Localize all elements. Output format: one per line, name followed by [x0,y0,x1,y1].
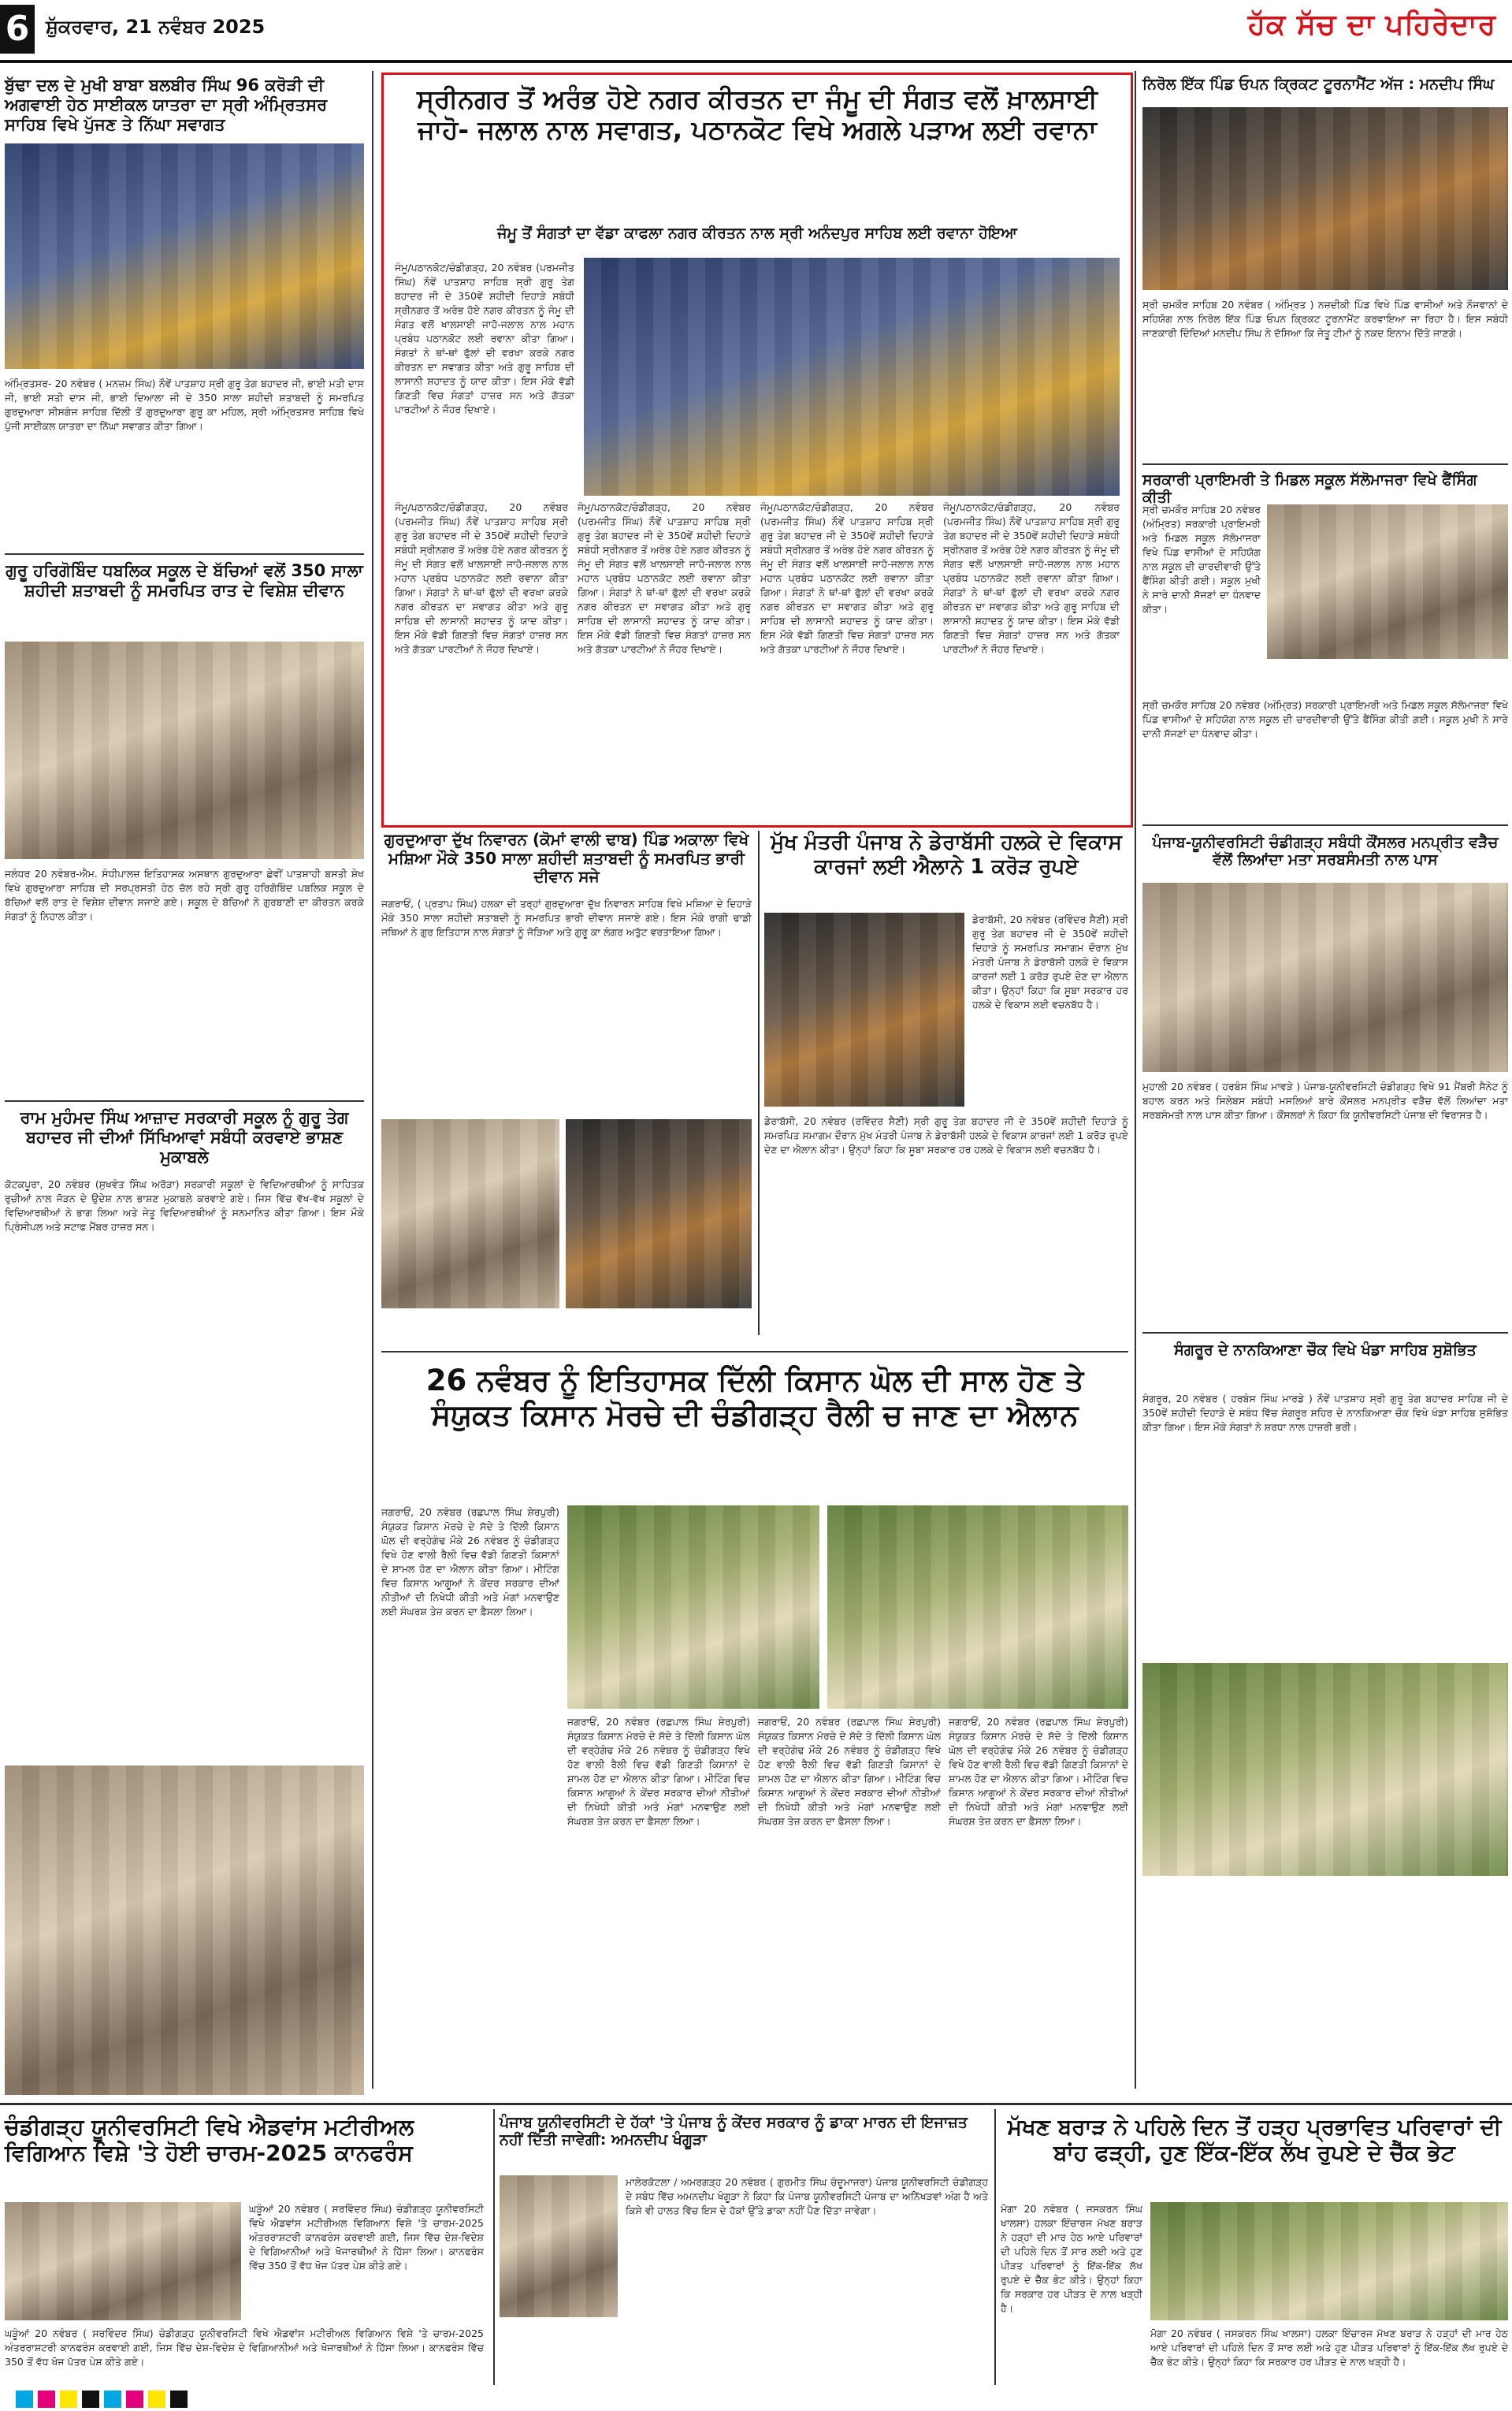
bottom-story-2 [500,2109,988,2385]
article-body: ਮਾਲੇਰਕੋਟਲਾ / ਅਮਰਗੜ੍ਹ 20 ਨਵੰਬਰ ( ਗੁਰਮੀਤ ਸਿੰਘ ਚੰਦੂਮਾਜਰਾ) ਪੰਜਾਬ ਯੂਨੀਵਰਸਿਟੀ ਚੰਡੀਗੜ੍ਹ ਦੇ ਸਬੰਧ ਵਿੱਚ ਅਮਨਦੀਪ ਖੰਗੂੜਾ ਨੇ ਕਿਹਾ ਕਿ ਪੰਜਾਬ ਯੂਨੀਵਰਸਿਟੀ ਪੰਜਾਬ ਦਾ ਅਨਿੱਖੜਵਾਂ ਅੰਗ ਹੈ ਅਤੇ ਕਿਸੇ ਵੀ ਹਾਲਤ ਵਿੱਚ ਇਸ ਦੇ ਹੱਕਾਂ ਉੱਤੇ ਡਾਕਾ ਨਹੀਂ ਪੈਣ ਦਿੱਤਾ ਜਾਵੇਗਾ। [626,2176,988,2216]
divider [381,1351,1128,1352]
registration-color-chip [170,2391,188,2408]
article-photo [381,1119,559,1308]
column-divider [994,2109,996,2385]
registration-color-chip [16,2391,33,2408]
divider [5,553,364,555]
article-headline: ਰਾਮ ਮੁਹੰਮਦ ਸਿੰਘ ਆਜ਼ਾਦ ਸਰਕਾਰੀ ਸਕੂਲ ਨੂੰ ਗੁਰੂ ਤੇਗ ਬਹਾਦਰ ਜੀ ਦੀਆਂ ਸਿੱਖਿਆਵਾਂ ਸਬੰਧੀ ਕਰਵਾਏ ਭਾਸ਼ਣ ਮੁਕਾਬਲੇ [20,1108,349,1166]
masthead: ਹੱਕ ਸੱਚ ਦਾ ਪਹਿਰੇਦਾਰ [1247,8,1496,41]
lead-headline: ਸ੍ਰੀਨਗਰ ਤੋਂ ਅਰੰਭ ਹੋਏ ਨਗਰ ਕੀਰਤਨ ਦਾ ਜੰਮੂ ਦੀ ਸੰਗਤ ਵਲੋਂ ਖ਼ਾਲਸਾਈ ਜਾਹੋ- ਜਲਾਲ ਨਾਲ ਸਵਾਗਤ, ਪਠਾਨਕੋਟ ਵਿਖੇ ਅਗਲੇ ਪੜਾਅ ਲਈ ਰਵਾਨਾ [416,84,1098,145]
center-story-2 [764,831,1128,1335]
article-photo [5,143,364,369]
bottom-story-1 [0,2109,489,2385]
article-headline: 26 ਨਵੰਬਰ ਨੂੰ ਇਤਿਹਾਸਕ ਦਿੱਲੀ ਕਿਸਾਨ ਘੋਲ ਦੀ ਸਾਲ ਹੋਣ ਤੇ ਸੰਯੁਕਤ ਕਿਸਾਨ ਮੋਰਚੇ ਦੀ ਚੰਡੀਗੜ੍ਹ ਰੈਲੀ ਚ ਜਾਣ ਦਾ ਐਲਾਨ [425,1364,1084,1432]
lead-subheadline: ਜੰਮੂ ਤੋਂ ਸੰਗਤਾਂ ਦਾ ਵੱਡਾ ਕਾਫਲਾ ਨਗਰ ਕੀਰਤਨ ਨਾਲ ਸ੍ਰੀ ਅਨੰਦਪੁਰ ਸਾਹਿਬ ਲਈ ਰਵਾਨਾ ਹੋਇਆ [497,225,1017,242]
article-body-cont: ਸ੍ਰੀ ਚਮਕੌਰ ਸਾਹਿਬ 20 ਨਵੰਬਰ (ਅੰਮ੍ਰਿਤ) ਸਰਕਾਰੀ ਪ੍ਰਾਇਮਰੀ ਅਤੇ ਮਿਡਲ ਸਕੂਲ ਸੱਲੋਮਾਜਰਾ ਵਿਖੇ ਪਿੰਡ ਵਾਸੀਆਂ ਦੇ ਸਹਿਯੋਗ ਨਾਲ ਸਕੂਲ ਦੀ ਚਾਰਦੀਵਾਰੀ ਉੱਤੇ ਫੈਂਸਿੰਗ ਕੀਤੀ ਗਈ। ਸਕੂਲ ਮੁਖੀ ਨੇ ਸਾਰੇ ਦਾਨੀ ਸੱਜਣਾਂ ਦਾ ਧੰਨਵਾਦ ਕੀਤਾ। [1142,699,1508,739]
divider [1142,463,1508,465]
article-body: ਸ੍ਰੀ ਚਮਕੌਰ ਸਾਹਿਬ 20 ਨਵੰਬਰ (ਅੰਮ੍ਰਿਤ) ਸਰਕਾਰੀ ਪ੍ਰਾਇਮਰੀ ਅਤੇ ਮਿਡਲ ਸਕੂਲ ਸੱਲੋਮਾਜਰਾ ਵਿਖੇ ਪਿੰਡ ਵਾਸੀਆਂ ਦੇ ਸਹਿਯੋਗ ਨਾਲ ਸਕੂਲ ਦੀ ਚਾਰਦੀਵਾਰੀ ਉੱਤੇ ਫੈਂਸਿੰਗ ਕੀਤੀ ਗਈ। ਸਕੂਲ ਮੁਖੀ ਨੇ ਸਾਰੇ ਦਾਨੀ ਸੱਜਣਾਂ ਦਾ ਧੰਨਵਾਦ ਕੀਤਾ। [1142,504,1261,615]
article-body: ਜਲੰਧਰ 20 ਨਵੰਬਰ-ਐਮ. ਸੰਧੀਪਾਲਜ਼ ਇਤਿਹਾਸਕ ਅਸਥਾਨ ਗੁਰਦੁਆਰਾ ਛੇਵੀਂ ਪਾਤਸ਼ਾਹੀ ਬਸਤੀ ਸ਼ੇਖ ਵਿਖੇ ਗੁਰਦੁਆਰਾ ਸਾਹਿਬ ਦੀ ਸਰਪ੍ਰਸਤੀ ਹੇਠ ਚੱਲ ਰਹੇ ਸ੍ਰੀ ਗੁਰੂ ਹਰਿਗੋਬਿੰਦ ਪਬਲਿਕ ਸਕੂਲ ਦੇ ਬੱਚਿਆਂ ਵਲੋਂ ਰਾਤ ਦੇ ਵਿਸ਼ੇਸ਼ ਦੀਵਾਨ ਸਜਾਏ ਗਏ। ਸਕੂਲ ਦੇ ਬੱਚਿਆਂ ਨੇ ਗੁਰਬਾਣੀ ਦਾ ਕੀਰਤਨ ਕਰਕੇ ਸੰਗਤਾਂ ਨੂੰ ਨਿਹਾਲ ਕੀਤਾ। [5,868,364,922]
article-photo [827,1505,1128,1709]
bottom-story-3 [1001,2109,1508,2385]
registration-color-chip [60,2391,77,2408]
lead-photo [584,258,1120,496]
portrait-photo [500,2175,618,2317]
lead-body-col2: ਜੰਮੂ/ਪਠਾਨਕੋਟ/ਚੰਡੀਗੜ੍ਹ, 20 ਨਵੰਬਰ (ਪਰਮਜੀਤ ਸਿੰਘ) ਨੌਵੇਂ ਪਾਤਸ਼ਾਹ ਸਾਹਿਬ ਸ੍ਰੀ ਗੁਰੂ ਤੇਗ ਬਹਾਦਰ ਜੀ ਦੇ 350ਵੇਂ ਸ਼ਹੀਦੀ ਦਿਹਾੜੇ ਸਬੰਧੀ ਸ੍ਰੀਨਗਰ ਤੋਂ ਅਰੰਭ ਹੋਏ ਨਗਰ ਕੀਰਤਨ ਨੂੰ ਜੰਮੂ ਦੀ ਸੰਗਤ ਵਲੋਂ ਖਾਲਸਾਈ ਜਾਹੋ-ਜਲਾਲ ਨਾਲ ਮਹਾਨ ਪ੍ਰਬੰਧ ਪਠਾਨਕੋਟ ਲਈ ਰਵਾਨਾ ਕੀਤਾ ਗਿਆ। ਸੰਗਤਾਂ ਨੇ ਥਾਂ-ਥਾਂ ਫੁੱਲਾਂ ਦੀ ਵਰਖਾ ਕਰਕੇ ਨਗਰ ਕੀਰਤਨ ਦਾ ਸਵਾਗਤ ਕੀਤਾ ਅਤੇ ਗੁਰੂ ਸਾਹਿਬ ਦੀ ਲਾਸਾਨੀ ਸ਼ਹਾਦਤ ਨੂੰ ਯਾਦ ਕੀਤਾ। ਇਸ ਮੌਕੇ ਵੱਡੀ ਗਿਣਤੀ ਵਿਚ ਸੰਗਤਾਂ ਹਾਜ਼ਰ ਸਨ ਅਤੇ ਗੱਤਕਾ ਪਾਰਟੀਆਂ ਨੇ ਜੌਹਰ ਦਿਖਾਏ। [395,501,568,655]
article-photo [1142,1663,1508,1876]
lead-body-col3: ਜੰਮੂ/ਪਠਾਨਕੋਟ/ਚੰਡੀਗੜ੍ਹ, 20 ਨਵੰਬਰ (ਪਰਮਜੀਤ ਸਿੰਘ) ਨੌਵੇਂ ਪਾਤਸ਼ਾਹ ਸਾਹਿਬ ਸ੍ਰੀ ਗੁਰੂ ਤੇਗ ਬਹਾਦਰ ਜੀ ਦੇ 350ਵੇਂ ਸ਼ਹੀਦੀ ਦਿਹਾੜੇ ਸਬੰਧੀ ਸ੍ਰੀਨਗਰ ਤੋਂ ਅਰੰਭ ਹੋਏ ਨਗਰ ਕੀਰਤਨ ਨੂੰ ਜੰਮੂ ਦੀ ਸੰਗਤ ਵਲੋਂ ਖਾਲਸਾਈ ਜਾਹੋ-ਜਲਾਲ ਨਾਲ ਮਹਾਨ ਪ੍ਰਬੰਧ ਪਠਾਨਕੋਟ ਲਈ ਰਵਾਨਾ ਕੀਤਾ ਗਿਆ। ਸੰਗਤਾਂ ਨੇ ਥਾਂ-ਥਾਂ ਫੁੱਲਾਂ ਦੀ ਵਰਖਾ ਕਰਕੇ ਨਗਰ ਕੀਰਤਨ ਦਾ ਸਵਾਗਤ ਕੀਤਾ ਅਤੇ ਗੁਰੂ ਸਾਹਿਬ ਦੀ ਲਾਸਾਨੀ ਸ਼ਹਾਦਤ ਨੂੰ ਯਾਦ ਕੀਤਾ। ਇਸ ਮੌਕੇ ਵੱਡੀ ਗਿਣਤੀ ਵਿਚ ਸੰਗਤਾਂ ਹਾਜ਼ਰ ਸਨ ਅਤੇ ਗੱਤਕਾ ਪਾਰਟੀਆਂ ਨੇ ਜੌਹਰ ਦਿਖਾਏ। [578,501,751,655]
registration-marks [0,2388,1512,2411]
registration-color-chip [82,2391,99,2408]
date-line: ਸ਼ੁੱਕਰਵਾਰ, 21 ਨਵੰਬਰ 2025 [46,16,266,38]
article-body: ਡੇਰਾਬੱਸੀ, 20 ਨਵੰਬਰ (ਰਵਿੰਦਰ ਸੈਣੀ) ਸ੍ਰੀ ਗੁਰੂ ਤੇਗ ਬਹਾਦਰ ਜੀ ਦੇ 350ਵੇਂ ਸ਼ਹੀਦੀ ਦਿਹਾੜੇ ਨੂੰ ਸਮਰਪਿਤ ਸਮਾਗਮ ਦੌਰਾਨ ਮੁੱਖ ਮੰਤਰੀ ਪੰਜਾਬ ਨੇ ਡੇਰਾਬੱਸੀ ਹਲਕੇ ਦੇ ਵਿਕਾਸ ਕਾਰਜਾਂ ਲਈ 1 ਕਰੋੜ ਰੁਪਏ ਦੇਣ ਦਾ ਐਲਾਨ ਕੀਤਾ। ਉਨ੍ਹਾਂ ਕਿਹਾ ਕਿ ਸੂਬਾ ਸਰਕਾਰ ਹਰ ਹਲਕੇ ਦੇ ਵਿਕਾਸ ਲਈ ਵਚਨਬੱਧ ਹੈ। [972,913,1128,1010]
article-body: ਕੋਟਕਪੂਰਾ, 20 ਨਵੰਬਰ (ਸੁਖਵੰਤ ਸਿੰਘ ਅਰੋੜਾ) ਸਰਕਾਰੀ ਸਕੂਲਾਂ ਦੇ ਵਿਦਿਆਰਥੀਆਂ ਨੂੰ ਸਾਹਿਤਕ ਰੁਚੀਆਂ ਨਾਲ ਜੋੜਨ ਦੇ ਉਦੇਸ਼ ਨਾਲ ਭਾਸ਼ਣ ਮੁਕਾਬਲੇ ਕਰਵਾਏ ਗਏ। ਜਿਸ ਵਿੱਚ ਵੱਖ-ਵੱਖ ਸਕੂਲਾਂ ਦੇ ਵਿਦਿਆਰਥੀਆਂ ਨੇ ਭਾਗ ਲਿਆ ਅਤੇ ਜੇਤੂ ਵਿਦਿਆਰਥੀਆਂ ਨੂੰ ਸਨਮਾਨਿਤ ਕੀਤਾ ਗਿਆ। ਇਸ ਮੌਕੇ ਪ੍ਰਿੰਸੀਪਲ ਅਤੇ ਸਟਾਫ ਮੈਂਬਰ ਹਾਜ਼ਰ ਸਨ। [5,1178,364,1233]
center-story-1 [381,831,752,1406]
article-photo [764,913,964,1107]
article-body-cont: ਘੜੂੰਆਂ 20 ਨਵੰਬਰ ( ਸਰਵਿੰਦਰ ਸਿੰਘ) ਚੰਡੀਗੜ੍ਹ ਯੂਨੀਵਰਸਿਟੀ ਵਿਖੇ ਐਡਵਾਂਸ ਮਟੀਰੀਅਲ ਵਿਗਿਆਨ ਵਿਸ਼ੇ 'ਤੇ ਚਾਰਮ-2025 ਅੰਤਰਰਾਸ਼ਟਰੀ ਕਾਨਫਰੰਸ ਕਰਵਾਈ ਗਈ, ਜਿਸ ਵਿੱਚ ਦੇਸ਼-ਵਿਦੇਸ਼ ਦੇ ਵਿਗਿਆਨੀਆਂ ਅਤੇ ਖੋਜਾਰਥੀਆਂ ਨੇ ਹਿੱਸਾ ਲਿਆ। ਕਾਨਫਰੰਸ ਵਿੱਚ 350 ਤੋਂ ਵੱਧ ਖੋਜ ਪੱਤਰ ਪੇਸ਼ ਕੀਤੇ ਗਏ। [5,2327,484,2368]
article-photo [1142,107,1508,290]
lead-body-col4: ਜੰਮੂ/ਪਠਾਨਕੋਟ/ਚੰਡੀਗੜ੍ਹ, 20 ਨਵੰਬਰ (ਪਰਮਜੀਤ ਸਿੰਘ) ਨੌਵੇਂ ਪਾਤਸ਼ਾਹ ਸਾਹਿਬ ਸ੍ਰੀ ਗੁਰੂ ਤੇਗ ਬਹਾਦਰ ਜੀ ਦੇ 350ਵੇਂ ਸ਼ਹੀਦੀ ਦਿਹਾੜੇ ਸਬੰਧੀ ਸ੍ਰੀਨਗਰ ਤੋਂ ਅਰੰਭ ਹੋਏ ਨਗਰ ਕੀਰਤਨ ਨੂੰ ਜੰਮੂ ਦੀ ਸੰਗਤ ਵਲੋਂ ਖਾਲਸਾਈ ਜਾਹੋ-ਜਲਾਲ ਨਾਲ ਮਹਾਨ ਪ੍ਰਬੰਧ ਪਠਾਨਕੋਟ ਲਈ ਰਵਾਨਾ ਕੀਤਾ ਗਿਆ। ਸੰਗਤਾਂ ਨੇ ਥਾਂ-ਥਾਂ ਫੁੱਲਾਂ ਦੀ ਵਰਖਾ ਕਰਕੇ ਨਗਰ ਕੀਰਤਨ ਦਾ ਸਵਾਗਤ ਕੀਤਾ ਅਤੇ ਗੁਰੂ ਸਾਹਿਬ ਦੀ ਲਾਸਾਨੀ ਸ਼ਹਾਦਤ ਨੂੰ ਯਾਦ ਕੀਤਾ। ਇਸ ਮੌਕੇ ਵੱਡੀ ਗਿਣਤੀ ਵਿਚ ਸੰਗਤਾਂ ਹਾਜ਼ਰ ਸਨ ਅਤੇ ਗੱਤਕਾ ਪਾਰਟੀਆਂ ਨੇ ਜੌਹਰ ਦਿਖਾਏ। [760,501,934,655]
bottom-section-divider [0,2103,1512,2105]
article-body: ਸ੍ਰੀ ਚਮਕੌਰ ਸਾਹਿਬ 20 ਨਵੰਬਰ ( ਅੰਮ੍ਰਿਤ ) ਨਜ਼ਦੀਕੀ ਪਿੰਡ ਵਿਖੇ ਪਿੰਡ ਵਾਸੀਆਂ ਅਤੇ ਨੌਜਵਾਨਾਂ ਦੇ ਸਹਿਯੋਗ ਨਾਲ ਨਿਰੋਲ ਇੱਕ ਪਿੰਡ ਓਪਨ ਕ੍ਰਿਕਟ ਟੂਰਨਾਮੈਂਟ ਕਰਵਾਇਆ ਜਾ ਰਿਹਾ ਹੈ। ਇਸ ਸਬੰਧੀ ਜਾਣਕਾਰੀ ਦਿੰਦਿਆਂ ਮਨਦੀਪ ਸਿੰਘ ਨੇ ਦੱਸਿਆ ਕਿ ਜੇਤੂ ਟੀਮਾਂ ਨੂੰ ਨਕਦ ਇਨਾਮ ਦਿੱਤੇ ਜਾਣਗੇ। [1142,299,1508,339]
lead-story-box [381,73,1133,828]
article-headline: ਨਿਰੋਲ ਇੱਕ ਪਿੰਡ ਓਪਨ ਕ੍ਰਿਕਟ ਟੂਰਨਾਮੈਂਟ ਅੱਜ : ਮਨਦੀਪ ਸਿੰਘ [1142,76,1495,93]
lead-body-col5: ਜੰਮੂ/ਪਠਾਨਕੋਟ/ਚੰਡੀਗੜ੍ਹ, 20 ਨਵੰਬਰ (ਪਰਮਜੀਤ ਸਿੰਘ) ਨੌਵੇਂ ਪਾਤਸ਼ਾਹ ਸਾਹਿਬ ਸ੍ਰੀ ਗੁਰੂ ਤੇਗ ਬਹਾਦਰ ਜੀ ਦੇ 350ਵੇਂ ਸ਼ਹੀਦੀ ਦਿਹਾੜੇ ਸਬੰਧੀ ਸ੍ਰੀਨਗਰ ਤੋਂ ਅਰੰਭ ਹੋਏ ਨਗਰ ਕੀਰਤਨ ਨੂੰ ਜੰਮੂ ਦੀ ਸੰਗਤ ਵਲੋਂ ਖਾਲਸਾਈ ਜਾਹੋ-ਜਲਾਲ ਨਾਲ ਮਹਾਨ ਪ੍ਰਬੰਧ ਪਠਾਨਕੋਟ ਲਈ ਰਵਾਨਾ ਕੀਤਾ ਗਿਆ। ਸੰਗਤਾਂ ਨੇ ਥਾਂ-ਥਾਂ ਫੁੱਲਾਂ ਦੀ ਵਰਖਾ ਕਰਕੇ ਨਗਰ ਕੀਰਤਨ ਦਾ ਸਵਾਗਤ ਕੀਤਾ ਅਤੇ ਗੁਰੂ ਸਾਹਿਬ ਦੀ ਲਾਸਾਨੀ ਸ਼ਹਾਦਤ ਨੂੰ ਯਾਦ ਕੀਤਾ। ਇਸ ਮੌਕੇ ਵੱਡੀ ਗਿਣਤੀ ਵਿਚ ਸੰਗਤਾਂ ਹਾਜ਼ਰ ਸਨ ਅਤੇ ਗੱਤਕਾ ਪਾਰਟੀਆਂ ਨੇ ਜੌਹਰ ਦਿਖਾਏ। [943,501,1120,655]
article-photo [5,1765,364,2095]
column-divider [1135,71,1136,2089]
article-body-cont: ਜਗਰਾਓਂ, 20 ਨਵੰਬਰ (ਰਛਪਾਲ ਸਿੰਘ ਸ਼ੇਰਪੁਰੀ) ਸੰਯੁਕਤ ਕਿਸਾਨ ਮੋਰਚੇ ਦੇ ਸੱਦੇ ਤੇ ਦਿੱਲੀ ਕਿਸਾਨ ਘੋਲ ਦੀ ਵਰ੍ਹੇਗੰਢ ਮੌਕੇ 26 ਨਵੰਬਰ ਨੂੰ ਚੰਡੀਗੜ੍ਹ ਵਿਖੇ ਹੋਣ ਵਾਲੀ ਰੈਲੀ ਵਿਚ ਵੱਡੀ ਗਿਣਤੀ ਕਿਸਾਨਾਂ ਦੇ ਸ਼ਾਮਲ ਹੋਣ ਦਾ ਐਲਾਨ ਕੀਤਾ ਗਿਆ। ਮੀਟਿੰਗ ਵਿਚ ਕਿਸਾਨ ਆਗੂਆਂ ਨੇ ਕੇਂਦਰ ਸਰਕਾਰ ਦੀਆਂ ਨੀਤੀਆਂ ਦੀ ਨਿਖੇਧੀ ਕੀਤੀ ਅਤੇ ਮੰਗਾਂ ਮਨਵਾਉਣ ਲਈ ਸੰਘਰਸ਼ ਤੇਜ਼ ਕਰਨ ਦਾ ਫ਼ੈਸਲਾ ਲਿਆ। [949,1716,1128,1827]
article-photo [566,1119,752,1308]
article-body-cont: ਜਗਰਾਓਂ, 20 ਨਵੰਬਰ (ਰਛਪਾਲ ਸਿੰਘ ਸ਼ੇਰਪੁਰੀ) ਸੰਯੁਕਤ ਕਿਸਾਨ ਮੋਰਚੇ ਦੇ ਸੱਦੇ ਤੇ ਦਿੱਲੀ ਕਿਸਾਨ ਘੋਲ ਦੀ ਵਰ੍ਹੇਗੰਢ ਮੌਕੇ 26 ਨਵੰਬਰ ਨੂੰ ਚੰਡੀਗੜ੍ਹ ਵਿਖੇ ਹੋਣ ਵਾਲੀ ਰੈਲੀ ਵਿਚ ਵੱਡੀ ਗਿਣਤੀ ਕਿਸਾਨਾਂ ਦੇ ਸ਼ਾਮਲ ਹੋਣ ਦਾ ਐਲਾਨ ਕੀਤਾ ਗਿਆ। ਮੀਟਿੰਗ ਵਿਚ ਕਿਸਾਨ ਆਗੂਆਂ ਨੇ ਕੇਂਦਰ ਸਰਕਾਰ ਦੀਆਂ ਨੀਤੀਆਂ ਦੀ ਨਿਖੇਧੀ ਕੀਤੀ ਅਤੇ ਮੰਗਾਂ ਮਨਵਾਉਣ ਲਈ ਸੰਘਰਸ਼ ਤੇਜ਼ ਕਰਨ ਦਾ ਫ਼ੈਸਲਾ ਲਿਆ। [567,1716,750,1827]
article-headline: ਪੰਜਾਬ ਯੂਨੀਵਰਸਿਟੀ ਦੇ ਹੱਕਾਂ 'ਤੇ ਪੰਜਾਬ ਨੂੰ ਕੇਂਦਰ ਸਰਕਾਰ ਨੂੰ ਡਾਕਾ ਮਾਰਨ ਦੀ ਇਜਾਜ਼ਤ ਨਹੀਂ ਦਿੱਤੀ ਜਾਵੇਗੀ: ਅਮਨਦੀਪ ਖੰਗੂੜਾ [500,2114,968,2149]
article-photo [5,2202,241,2320]
right-column [1142,71,1508,2097]
column-divider [372,71,373,2089]
article-body: ਘੜੂੰਆਂ 20 ਨਵੰਬਰ ( ਸਰਵਿੰਦਰ ਸਿੰਘ) ਚੰਡੀਗੜ੍ਹ ਯੂਨੀਵਰਸਿਟੀ ਵਿਖੇ ਐਡਵਾਂਸ ਮਟੀਰੀਅਲ ਵਿਗਿਆਨ ਵਿਸ਼ੇ 'ਤੇ ਚਾਰਮ-2025 ਅੰਤਰਰਾਸ਼ਟਰੀ ਕਾਨਫਰੰਸ ਕਰਵਾਈ ਗਈ, ਜਿਸ ਵਿੱਚ ਦੇਸ਼-ਵਿਦੇਸ਼ ਦੇ ਵਿਗਿਆਨੀਆਂ ਅਤੇ ਖੋਜਾਰਥੀਆਂ ਨੇ ਹਿੱਸਾ ਲਿਆ। ਕਾਨਫਰੰਸ ਵਿੱਚ 350 ਤੋਂ ਵੱਧ ਖੋਜ ਪੱਤਰ ਪੇਸ਼ ਕੀਤੇ ਗਏ। [249,2203,484,2271]
column-divider [758,831,760,1335]
article-body-cont: ਮੋਗਾ 20 ਨਵੰਬਰ ( ਜਸਕਰਨ ਸਿੰਘ ਖਾਲਸਾ) ਹਲਕਾ ਇੰਚਾਰਜ ਮੱਖਣ ਬਰਾੜ ਨੇ ਹੜ੍ਹਾਂ ਦੀ ਮਾਰ ਹੇਠ ਆਏ ਪਰਿਵਾਰਾਂ ਦੀ ਪਹਿਲੇ ਦਿਨ ਤੋਂ ਸਾਰ ਲਈ ਅਤੇ ਹੁਣ ਪੀੜਤ ਪਰਿਵਾਰਾਂ ਨੂੰ ਇੱਕ-ਇੱਕ ਲੱਖ ਰੁਪਏ ਦੇ ਚੈੱਕ ਭੇਟ ਕੀਤੇ। ਉਨ੍ਹਾਂ ਕਿਹਾ ਕਿ ਸਰਕਾਰ ਹਰ ਪੀੜਤ ਦੇ ਨਾਲ ਖੜ੍ਹੀ ਹੈ। [1150,2327,1508,2368]
article-body: ਅੰਮ੍ਰਿਤਸਰ- 20 ਨਵੰਬਰ ( ਮਨਜ਼ਮ ਸਿੰਘ) ਨੌਵੇਂ ਪਾਤਸ਼ਾਹ ਸ੍ਰੀ ਗੁਰੂ ਤੇਗ ਬਹਾਦਰ ਜੀ, ਭਾਈ ਮਤੀ ਦਾਸ ਜੀ, ਭਾਈ ਸਤੀ ਦਾਸ ਜੀ, ਭਾਈ ਦਿਆਲਾ ਜੀ ਦੇ 350 ਸਾਲਾ ਸ਼ਹੀਦੀ ਸ਼ਤਾਬਦੀ ਨੂੰ ਸਮਰਪਿਤ ਗੁਰਦੁਆਰਾ ਸੀਸਗੰਜ ਸਾਹਿਬ ਦਿੱਲੀ ਤੋਂ ਗੁਰਦੁਆਰਾ ਗੁਰੂ ਕਾ ਮਹਿਲ, ਸ੍ਰੀ ਅੰਮ੍ਰਿਤਸਰ ਸਾਹਿਬ ਵਿਖੇ ਪੁੱਜੀ ਸਾਈਕਲ ਯਾਤਰਾ ਦਾ ਨਿੱਘਾ ਸਵਾਗਤ ਕੀਤਾ ਗਿਆ। [5,378,364,432]
lead-body-col1: ਜੰਮੂ/ਪਠਾਨਕੋਟ/ਚੰਡੀਗੜ੍ਹ, 20 ਨਵੰਬਰ (ਪਰਮਜੀਤ ਸਿੰਘ) ਨੌਵੇਂ ਪਾਤਸ਼ਾਹ ਸਾਹਿਬ ਸ੍ਰੀ ਗੁਰੂ ਤੇਗ ਬਹਾਦਰ ਜੀ ਦੇ 350ਵੇਂ ਸ਼ਹੀਦੀ ਦਿਹਾੜੇ ਸਬੰਧੀ ਸ੍ਰੀਨਗਰ ਤੋਂ ਅਰੰਭ ਹੋਏ ਨਗਰ ਕੀਰਤਨ ਨੂੰ ਜੰਮੂ ਦੀ ਸੰਗਤ ਵਲੋਂ ਖਾਲਸਾਈ ਜਾਹੋ-ਜਲਾਲ ਨਾਲ ਮਹਾਨ ਪ੍ਰਬੰਧ ਪਠਾਨਕੋਟ ਲਈ ਰਵਾਨਾ ਕੀਤਾ ਗਿਆ। ਸੰਗਤਾਂ ਨੇ ਥਾਂ-ਥਾਂ ਫੁੱਲਾਂ ਦੀ ਵਰਖਾ ਕਰਕੇ ਨਗਰ ਕੀਰਤਨ ਦਾ ਸਵਾਗਤ ਕੀਤਾ ਅਤੇ ਗੁਰੂ ਸਾਹਿਬ ਦੀ ਲਾਸਾਨੀ ਸ਼ਹਾਦਤ ਨੂੰ ਯਾਦ ਕੀਤਾ। ਇਸ ਮੌਕੇ ਵੱਡੀ ਗਿਣਤੀ ਵਿਚ ਸੰਗਤਾਂ ਹਾਜ਼ਰ ਸਨ ਅਤੇ ਗੱਤਕਾ ਪਾਰਟੀਆਂ ਨੇ ਜੌਹਰ ਦਿਖਾਏ। [395,262,574,415]
article-headline: ਗੁਰੂ ਹਰਿਗੋਬਿੰਦ ਧਬਲਿਕ ਸਕੂਲ ਦੇ ਬੱਚਿਆਂ ਵਲੋਂ 350 ਸਾਲਾ ਸ਼ਹੀਦੀ ਸ਼ਤਾਬਦੀ ਨੂੰ ਸਮਰਪਿਤ ਰਾਤ ਦੇ ਵਿਸ਼ੇਸ਼ ਦੀਵਾਨ [6,561,363,600]
article-headline: ਮੁੱਖ ਮੰਤਰੀ ਪੰਜਾਬ ਨੇ ਡੇਰਾਬੱਸੀ ਹਲਕੇ ਦੇ ਵਿਕਾਸ ਕਾਰਜਾਂ ਲਈ ਐਲਾਨੇ 1 ਕਰੋੜ ਰੁਪਏ [771,831,1122,879]
page-number: 6 [0,5,35,54]
article-body: ਮੁਹਾਲੀ 20 ਨਵੰਬਰ ( ਹਰਬੰਸ ਸਿੰਘ ਮਾਵੜੇ ) ਪੰਜਾਬ-ਯੂਨੀਵਰਸਿਟੀ ਚੰਡੀਗੜ੍ਹ ਵਿਖੇ 91 ਮੈਂਬਰੀ ਸੈਨੇਟ ਨੂੰ ਬਹਾਲ ਕਰਨ ਅਤੇ ਸਿਲੇਬਸ ਸਬੰਧੀ ਮਸਲਿਆਂ ਬਾਰੇ ਕੌਂਸਲਰ ਮਨਪ੍ਰੀਤ ਵੜੈਚ ਵੱਲੋਂ ਲਿਆਂਦਾ ਮਤਾ ਸਰਬਸੰਮਤੀ ਨਾਲ ਪਾਸ ਕੀਤਾ ਗਿਆ। ਕੌਂਸਲਰਾਂ ਨੇ ਕਿਹਾ ਕਿ ਯੂਨੀਵਰਸਿਟੀ ਪੰਜਾਬ ਦੀ ਵਿਰਾਸਤ ਹੈ। [1142,1081,1508,1121]
article-photo [1142,883,1508,1072]
registration-color-strip [16,2391,192,2411]
column-divider [493,2109,495,2385]
header-rule [0,60,1512,63]
registration-color-chip [126,2391,143,2408]
article-headline: ਗੁਰਦੁਆਰਾ ਦੁੱਖ ਨਿਵਾਰਨ (ਕੋਮਾਂ ਵਾਲੀ ਢਾਬ) ਪਿੰਡ ਅਕਾਲਾ ਵਿਖੇ ਮਸ਼ਿਆ ਮੌਕੇ 350 ਸਾਲਾ ਸ਼ਹੀਦੀ ਸ਼ਤਾਬਦੀ ਨੂੰ ਸਮਰਪਿਤ ਭਾਰੀ ਦੀਵਾਨ ਸਜੇ [384,830,749,887]
article-body: ਮੋਗਾ 20 ਨਵੰਬਰ ( ਜਸਕਰਨ ਸਿੰਘ ਖਾਲਸਾ) ਹਲਕਾ ਇੰਚਾਰਜ ਮੱਖਣ ਬਰਾੜ ਨੇ ਹੜ੍ਹਾਂ ਦੀ ਮਾਰ ਹੇਠ ਆਏ ਪਰਿਵਾਰਾਂ ਦੀ ਪਹਿਲੇ ਦਿਨ ਤੋਂ ਸਾਰ ਲਈ ਅਤੇ ਹੁਣ ਪੀੜਤ ਪਰਿਵਾਰਾਂ ਨੂੰ ਇੱਕ-ਇੱਕ ਲੱਖ ਰੁਪਏ ਦੇ ਚੈੱਕ ਭੇਟ ਕੀਤੇ। ਉਨ੍ਹਾਂ ਕਿਹਾ ਕਿ ਸਰਕਾਰ ਹਰ ਪੀੜਤ ਦੇ ਨਾਲ ਖੜ੍ਹੀ ਹੈ। [1001,2203,1142,2314]
article-headline: ਸੰਗਰੂਰ ਦੇ ਨਾਨਕਿਆਣਾ ਚੌਕ ਵਿਖੇ ਖੰਡਾ ਸਾਹਿਬ ਸੁਸ਼ੋਭਿਤ [1174,1341,1477,1359]
article-photo [1150,2202,1508,2320]
divider [5,1100,364,1102]
article-headline: ਬੁੱਢਾ ਦਲ ਦੇ ਮੁਖੀ ਬਾਬਾ ਬਲਬੀਰ ਸਿੰਘ 96 ਕਰੋੜੀ ਦੀ ਅਗਵਾਈ ਹੇਠ ਸਾਈਕਲ ਯਾਤਰਾ ਦਾ ਸ੍ਰੀ ਅੰਮ੍ਰਿਤਸਰ ਸਾਹਿਬ ਵਿਖੇ ਪੁੱਜਣ ਤੇ ਨਿੱਘਾ ਸਵਾਗਤ [5,76,328,134]
article-body: ਜਗਰਾਓਂ, 20 ਨਵੰਬਰ (ਰਛਪਾਲ ਸਿੰਘ ਸ਼ੇਰਪੁਰੀ) ਸੰਯੁਕਤ ਕਿਸਾਨ ਮੋਰਚੇ ਦੇ ਸੱਦੇ ਤੇ ਦਿੱਲੀ ਕਿਸਾਨ ਘੋਲ ਦੀ ਵਰ੍ਹੇਗੰਢ ਮੌਕੇ 26 ਨਵੰਬਰ ਨੂੰ ਚੰਡੀਗੜ੍ਹ ਵਿਖੇ ਹੋਣ ਵਾਲੀ ਰੈਲੀ ਵਿਚ ਵੱਡੀ ਗਿਣਤੀ ਕਿਸਾਨਾਂ ਦੇ ਸ਼ਾਮਲ ਹੋਣ ਦਾ ਐਲਾਨ ਕੀਤਾ ਗਿਆ। ਮੀਟਿੰਗ ਵਿਚ ਕਿਸਾਨ ਆਗੂਆਂ ਨੇ ਕੇਂਦਰ ਸਰਕਾਰ ਦੀਆਂ ਨੀਤੀਆਂ ਦੀ ਨਿਖੇਧੀ ਕੀਤੀ ਅਤੇ ਮੰਗਾਂ ਮਨਵਾਉਣ ਲਈ ਸੰਘਰਸ਼ ਤੇਜ਼ ਕਰਨ ਦਾ ਫ਼ੈਸਲਾ ਲਿਆ। [381,1506,559,1617]
article-body-cont: ਡੇਰਾਬੱਸੀ, 20 ਨਵੰਬਰ (ਰਵਿੰਦਰ ਸੈਣੀ) ਸ੍ਰੀ ਗੁਰੂ ਤੇਗ ਬਹਾਦਰ ਜੀ ਦੇ 350ਵੇਂ ਸ਼ਹੀਦੀ ਦਿਹਾੜੇ ਨੂੰ ਸਮਰਪਿਤ ਸਮਾਗਮ ਦੌਰਾਨ ਮੁੱਖ ਮੰਤਰੀ ਪੰਜਾਬ ਨੇ ਡੇਰਾਬੱਸੀ ਹਲਕੇ ਦੇ ਵਿਕਾਸ ਕਾਰਜਾਂ ਲਈ 1 ਕਰੋੜ ਰੁਪਏ ਦੇਣ ਦਾ ਐਲਾਨ ਕੀਤਾ। ਉਨ੍ਹਾਂ ਕਿਹਾ ਕਿ ਸੂਬਾ ਸਰਕਾਰ ਹਰ ਹਲਕੇ ਦੇ ਵਿਕਾਸ ਲਈ ਵਚਨਬੱਧ ਹੈ। [764,1115,1128,1155]
divider [1142,1332,1508,1334]
article-headline: ਚੰਡੀਗੜ੍ਹ ਯੂਨੀਵਰਸਿਟੀ ਵਿਖੇ ਐਡਵਾਂਸ ਮਟੀਰੀਅਲ ਵਿਗਿਆਨ ਵਿਸ਼ੇ 'ਤੇ ਹੋਈ ਚਾਰਮ-2025 ਕਾਨਫਰੰਸ [5,2114,414,2167]
article-body-cont: ਜਗਰਾਓਂ, 20 ਨਵੰਬਰ (ਰਛਪਾਲ ਸਿੰਘ ਸ਼ੇਰਪੁਰੀ) ਸੰਯੁਕਤ ਕਿਸਾਨ ਮੋਰਚੇ ਦੇ ਸੱਦੇ ਤੇ ਦਿੱਲੀ ਕਿਸਾਨ ਘੋਲ ਦੀ ਵਰ੍ਹੇਗੰਢ ਮੌਕੇ 26 ਨਵੰਬਰ ਨੂੰ ਚੰਡੀਗੜ੍ਹ ਵਿਖੇ ਹੋਣ ਵਾਲੀ ਰੈਲੀ ਵਿਚ ਵੱਡੀ ਗਿਣਤੀ ਕਿਸਾਨਾਂ ਦੇ ਸ਼ਾਮਲ ਹੋਣ ਦਾ ਐਲਾਨ ਕੀਤਾ ਗਿਆ। ਮੀਟਿੰਗ ਵਿਚ ਕਿਸਾਨ ਆਗੂਆਂ ਨੇ ਕੇਂਦਰ ਸਰਕਾਰ ਦੀਆਂ ਨੀਤੀਆਂ ਦੀ ਨਿਖੇਧੀ ਕੀਤੀ ਅਤੇ ਮੰਗਾਂ ਮਨਵਾਉਣ ਲਈ ਸੰਘਰਸ਼ ਤੇਜ਼ ਕਰਨ ਦਾ ਫ਼ੈਸਲਾ ਲਿਆ। [758,1716,941,1827]
article-body: ਸੰਗਰੂਰ, 20 ਨਵੰਬਰ ( ਹਰਬੰਸ ਸਿੰਘ ਮਾਰਡੇ ) ਨੌਵੇਂ ਪਾਤਸ਼ਾਹ ਸ੍ਰੀ ਗੁਰੂ ਤੇਗ ਬਹਾਦਰ ਸਾਹਿਬ ਜੀ ਦੇ 350ਵੇਂ ਸ਼ਹੀਦੀ ਦਿਹਾੜੇ ਦੇ ਸਬੰਧ ਵਿੱਚ ਸੰਗਰੂਰ ਸ਼ਹਿਰ ਦੇ ਨਾਨਕਿਆਣਾ ਚੌਕ ਵਿਖੇ ਖੰਡਾ ਸਾਹਿਬ ਸੁਸ਼ੋਭਿਤ ਕੀਤਾ ਗਿਆ। ਇਸ ਮੌਕੇ ਸੰਗਤਾਂ ਨੇ ਸ਼ਰਧਾ ਨਾਲ ਹਾਜ਼ਰੀ ਭਰੀ। [1142,1393,1508,1433]
article-photo [1267,504,1508,659]
registration-color-chip [104,2391,121,2408]
article-photo [567,1505,819,1709]
article-headline: ਮੱਖਣ ਬਰਾੜ ਨੇ ਪਹਿਲੇ ਦਿਨ ਤੋਂ ਹੜ੍ਹ ਪ੍ਰਭਾਵਿਤ ਪਰਿਵਾਰਾਂ ਦੀ ਬਾਂਹ ਫੜ੍ਹੀ, ਹੁਣ ਇੱਕ-ਇੱਕ ਲੱਖ ਰੁਪਏ ਦੇ ਚੈੱਕ ਭੇਟ [1007,2114,1502,2167]
divider [1142,824,1508,826]
center-story-3 [381,1356,1128,2097]
page-header [0,0,1512,68]
article-headline: ਪੰਜਾਬ-ਯੂਨੀਵਰਸਿਟੀ ਚੰਡੀਗੜ੍ਹ ਸਬੰਧੀ ਕੌਂਸਲਰ ਮਨਪ੍ਰੀਤ ਵੜੈਚ ਵੱਲੋਂ ਲਿਆਂਦਾ ਮਤਾ ਸਰਬਸੰਮਤੀ ਨਾਲ ਪਾਸ [1152,834,1499,869]
article-headline: ਸਰਕਾਰੀ ਪ੍ਰਾਇਮਰੀ ਤੇ ਮਿਡਲ ਸਕੂਲ ਸੱਲੋਮਾਜਰਾ ਵਿਖੇ ਫੈਂਸਿੰਗ ਕੀਤੀ [1142,471,1477,507]
registration-color-chip [148,2391,165,2408]
left-column [0,71,369,2333]
article-body: ਜਗਰਾਓਂ, ( ਪ੍ਰਤਾਪ ਸਿੰਘ) ਹਲਕਾ ਦੀ ਤਰ੍ਹਾਂ ਗੁਰਦੁਆਰਾ ਦੁੱਖ ਨਿਵਾਰਨ ਸਾਹਿਬ ਵਿਖੇ ਮਸ਼ਿਆ ਦੇ ਦਿਹਾੜੇ ਮੌਕੇ 350 ਸਾਲਾ ਸ਼ਹੀਦੀ ਸ਼ਤਾਬਦੀ ਨੂੰ ਸਮਰਪਿਤ ਭਾਰੀ ਦੀਵਾਨ ਸਜਾਏ ਗਏ। ਇਸ ਮੌਕੇ ਰਾਗੀ ਢਾਡੀ ਜਥਿਆਂ ਨੇ ਗੁਰ ਇਤਿਹਾਸ ਨਾਲ ਸੰਗਤਾਂ ਨੂੰ ਜੋੜਿਆ ਅਤੇ ਗੁਰੂ ਕਾ ਲੰਗਰ ਅਤੁੱਟ ਵਰਤਾਇਆ ਗਿਆ। [381,898,752,938]
article-photo [5,642,364,859]
registration-color-chip [38,2391,55,2408]
